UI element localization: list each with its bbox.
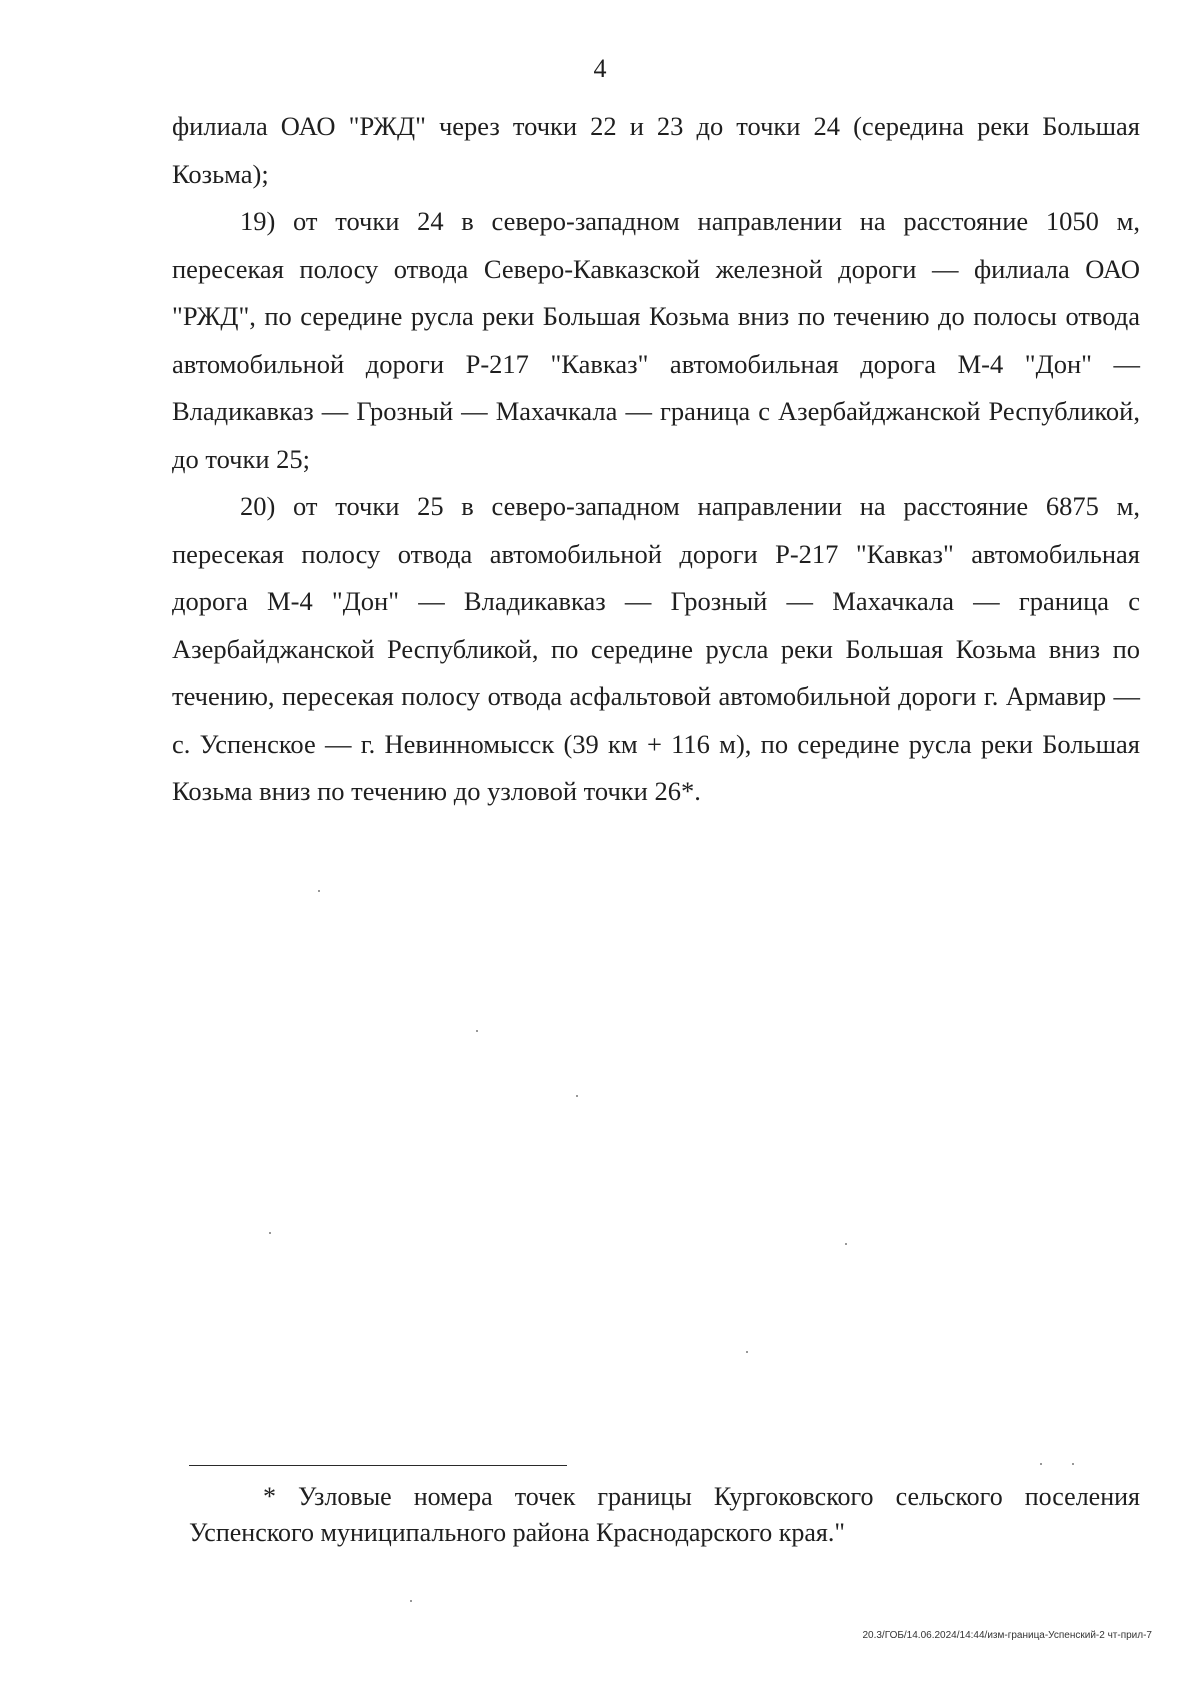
paragraph-item-20: 20) от точки 25 в северо-западном направлении на расстояние 6875 м, пересекая полосу отвода автомобильной дороги Р-217 "Кавказ" автомобильная дорога М-4 "Дон" — Владикавказ — Грозный — Махачкала — граница с Азербайджанской Республикой, по середине русла реки Большая Козьма вниз по течению, пересекая полосу отвода асфальтовой автомобильной дороги г. Армавир — с. Успенское — г. Невинномысск (39 км + 116 м), по середине русла реки Большая Козьма вниз по течению до узловой точки 26*. (172, 491, 1140, 806)
paragraph-item-19: 19) от точки 24 в северо-западном направлении на расстояние 1050 м, пересекая полосу отвода Северо-Кавказской железной дороги — филиала ОАО "РЖД", по середине русла реки Большая Козьма вниз по течению до полосы отвода автомобильной дороги Р-217 "Кавказ" автомобильная дорога М-4 "Дон" — Владикавказ — Грозный — Махачкала — граница с Азербайджанской Республикой, до точки 25; (172, 206, 1140, 474)
scan-speck (1040, 1463, 1042, 1465)
scan-speck (1072, 1463, 1074, 1465)
scan-speck (269, 1232, 271, 1234)
file-stamp: 20.3/ГОБ/14.06.2024/14:44/изм-граница-Успенский-2 чт-прил-7 (862, 1630, 1152, 1641)
scan-speck (410, 1600, 412, 1602)
scan-speck (576, 1095, 578, 1097)
page-number: 4 (593, 54, 607, 83)
document-body (172, 103, 1140, 816)
scan-speck (845, 1243, 847, 1245)
scan-speck (318, 890, 320, 892)
footnote (189, 1479, 1140, 1551)
scan-speck (746, 1351, 748, 1353)
footnote-separator (189, 1465, 567, 1466)
scan-speck (476, 1030, 478, 1032)
paragraph-continuation: филиала ОАО "РЖД" через точки 22 и 23 до точки 24 (середина реки Большая Козьма); (172, 111, 1140, 189)
footnote-text: * Узловые номера точек границы Кургоковского сельского поселения Успенского муниципального района Краснодарского края." (189, 1482, 1140, 1547)
